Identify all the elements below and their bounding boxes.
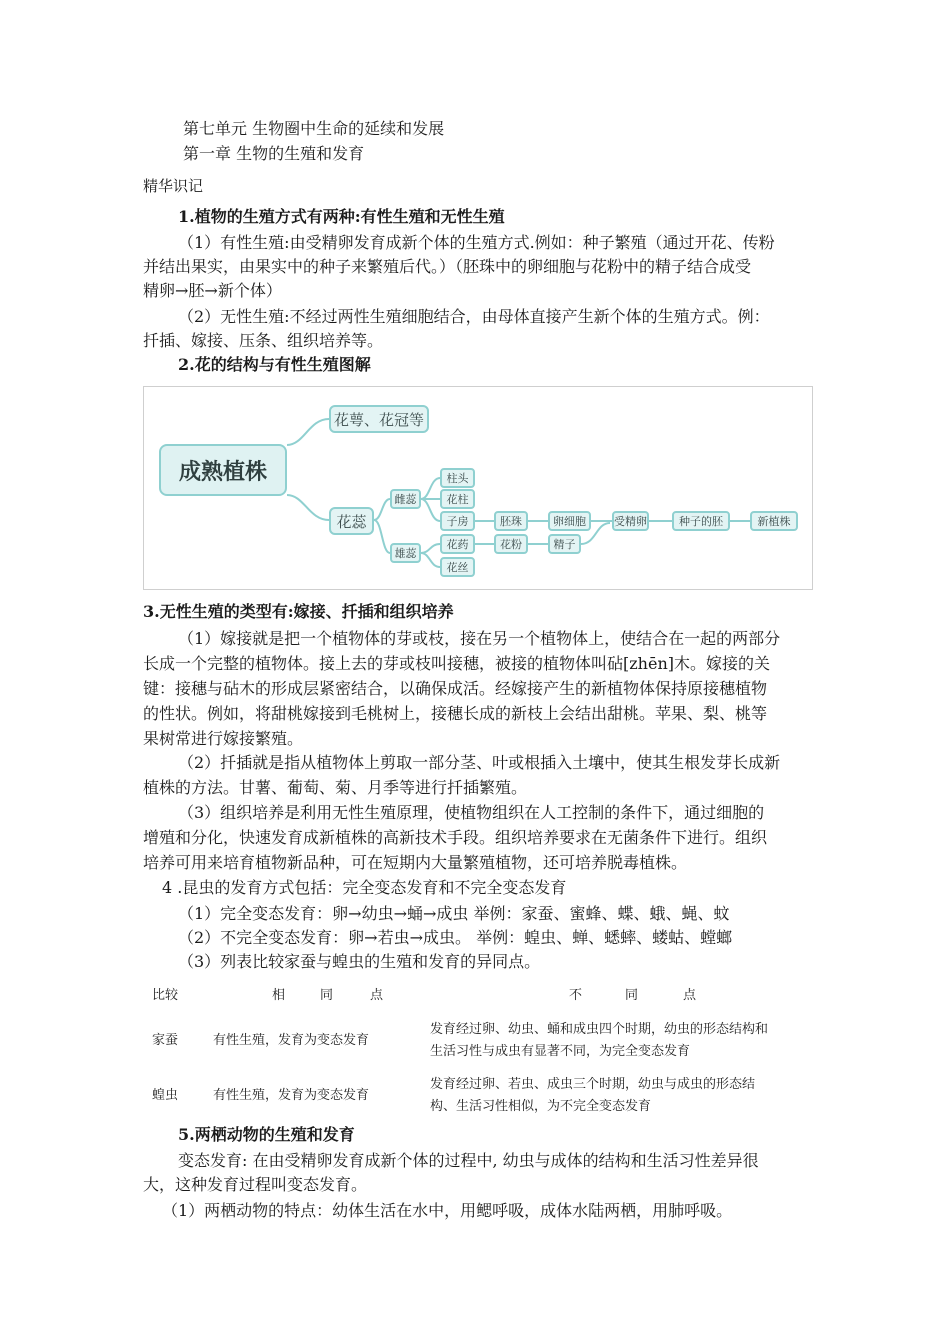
- s3-p1-line1: （1）嫁接就是把一个植物体的芽或枝，接在另一个植物体上，使结合在一起的两部分: [178, 629, 781, 648]
- unit-title: 第七单元 生物圈中生命的延续和发展: [183, 119, 445, 138]
- flower-structure-diagram: [143, 386, 813, 590]
- node-filament: 花丝: [440, 557, 475, 577]
- node-ovule: 胚珠: [494, 511, 528, 531]
- table-row-silkworm-same: 有性生殖，发育为变态发育: [213, 1033, 370, 1048]
- node-ovary: 子房: [440, 511, 475, 531]
- s3-p1-line4: 的性状。例如，将甜桃嫁接到毛桃树上，接穗长成的新枝上会结出甜桃。苹果、梨、桃等: [143, 704, 768, 723]
- s1-p2-line1: （2）无性生殖:不经过两性生殖细胞结合，由母体直接产生新个体的生殖方式。例：: [178, 307, 770, 326]
- table-header-diff-3: 点: [683, 988, 697, 1003]
- s4-line3: （3）列表比较家蚕与蝗虫的生殖和发育的异同点。: [178, 952, 541, 971]
- table-row-silkworm-diff-1: 发育经过卵、幼虫、蛹和成虫四个时期，幼虫的形态结构和: [430, 1022, 769, 1037]
- table-header-same-1: 相: [272, 988, 286, 1003]
- chapter-title: 第一章 生物的生殖和发育: [183, 144, 365, 163]
- s4-heading: 4 .昆虫的发育方式包括：完全变态发育和不完全变态发育: [162, 878, 567, 897]
- node-egg-cell: 卵细胞: [548, 511, 591, 531]
- s5-heading: 5.两栖动物的生殖和发育: [178, 1125, 355, 1144]
- table-row-locust-same: 有性生殖，发育为变态发育: [213, 1088, 370, 1103]
- node-mature-plant: 成熟植株: [159, 444, 287, 496]
- s3-p3-line1: （3）组织培养是利用无性生殖原理，使植物组织在人工控制的条件下，通过细胞的: [178, 803, 765, 822]
- node-style: 花柱: [440, 489, 475, 509]
- node-new-plant: 新植株: [750, 511, 798, 531]
- node-anther: 花药: [440, 534, 475, 554]
- node-zygote: 受精卵: [612, 511, 649, 531]
- node-pollen: 花粉: [494, 534, 528, 554]
- s3-p3-line2: 增殖和分化，快速发育成新植株的高新技术手段。组织培养要求在无菌条件下进行。组织: [143, 828, 768, 847]
- table-row-silkworm-diff-2: 生活习性与成虫有显著不同，为完全变态发育: [430, 1044, 691, 1059]
- table-row-silkworm-name: 家蚕: [152, 1033, 179, 1048]
- table-header-same-2: 同: [320, 988, 334, 1003]
- s3-p2-line1: （2）扦插就是指从植物体上剪取一部分茎、叶或根插入土壤中，使其生根发芽长成新: [178, 753, 781, 772]
- table-row-locust-name: 蝗虫: [152, 1088, 179, 1103]
- s1-heading: 1.植物的生殖方式有两种:有性生殖和无性生殖: [178, 207, 505, 226]
- s1-p1-line1: （1）有性生殖:由受精卵发育成新个体的生殖方式.例如：种子繁殖（通过开花、传粉: [178, 233, 775, 252]
- s4-line2: （2）不完全变态发育：卵→若虫→成虫。 举例：蝗虫、蝉、蟋蟀、蝼蛄、螳螂: [178, 928, 733, 947]
- s1-p2-line2: 扦插、嫁接、压条、组织培养等。: [143, 331, 384, 350]
- node-flower-core: 花蕊: [329, 507, 374, 535]
- s3-heading: 3.无性生殖的类型有:嫁接、扦插和组织培养: [143, 602, 454, 621]
- s3-p1-line2: 长成一个完整的植物体。接上去的芽或枝叫接穗，被接的植物体叫砧[zhēn]木。嫁接的关: [143, 654, 770, 673]
- table-header-same-3: 点: [370, 988, 384, 1003]
- s2-heading: 2.花的结构与有性生殖图解: [178, 355, 371, 374]
- s1-p1-line2: 并结出果实，由果实中的种子来繁殖后代。）（胚珠中的卵细胞与花粉中的精子结合成受: [143, 257, 752, 276]
- table-header-compare: 比较: [152, 988, 179, 1003]
- s4-line1: （1）完全变态发育：卵→幼虫→蛹→成虫 举例：家蚕、蜜蜂、蝶、蛾、蝇、蚊: [178, 904, 730, 923]
- node-sperm: 精子: [548, 534, 581, 554]
- section-heading: 精华识记: [143, 177, 204, 195]
- table-row-locust-diff-1: 发育经过卵、若虫、成虫三个时期，幼虫与成虫的形态结: [430, 1077, 756, 1092]
- s3-p1-line3: 键：接穗与砧木的形成层紧密结合，以确保成活。经嫁接产生的新植物体保持原接穗植物: [143, 679, 768, 698]
- node-stamen: 雄蕊: [390, 543, 421, 563]
- s3-p2-line2: 植株的方法。甘薯、葡萄、菊、月季等进行扦插繁殖。: [143, 778, 528, 797]
- node-stigma: 柱头: [440, 468, 475, 488]
- s3-p1-line5: 果树常进行嫁接繁殖。: [143, 729, 304, 748]
- node-seed-embryo: 种子的胚: [672, 511, 730, 531]
- node-pistil: 雌蕊: [390, 489, 421, 509]
- s3-p3-line3: 培养可用来培育植物新品种，可在短期内大量繁殖植物，还可培养脱毒植株。: [143, 853, 688, 872]
- s5-line3: （1）两栖动物的特点：幼体生活在水中，用鳃呼吸，成体水陆两栖，用肺呼吸。: [162, 1201, 733, 1220]
- table-row-locust-diff-2: 构、生活习性相似，为不完全变态发育: [430, 1099, 652, 1114]
- s1-p1-line3: 精卵→胚→新个体）: [143, 281, 282, 300]
- table-header-diff-1: 不: [569, 988, 583, 1003]
- table-header-diff-2: 同: [625, 988, 639, 1003]
- node-sepal-petal: 花萼、花冠等: [329, 405, 429, 433]
- s5-line2: 大，这种发育过程叫变态发育。: [143, 1175, 368, 1194]
- s5-line1: 变态发育: 在由受精卵发育成新个体的过程中, 幼虫与成体的结构和生活习性差异很: [178, 1151, 759, 1170]
